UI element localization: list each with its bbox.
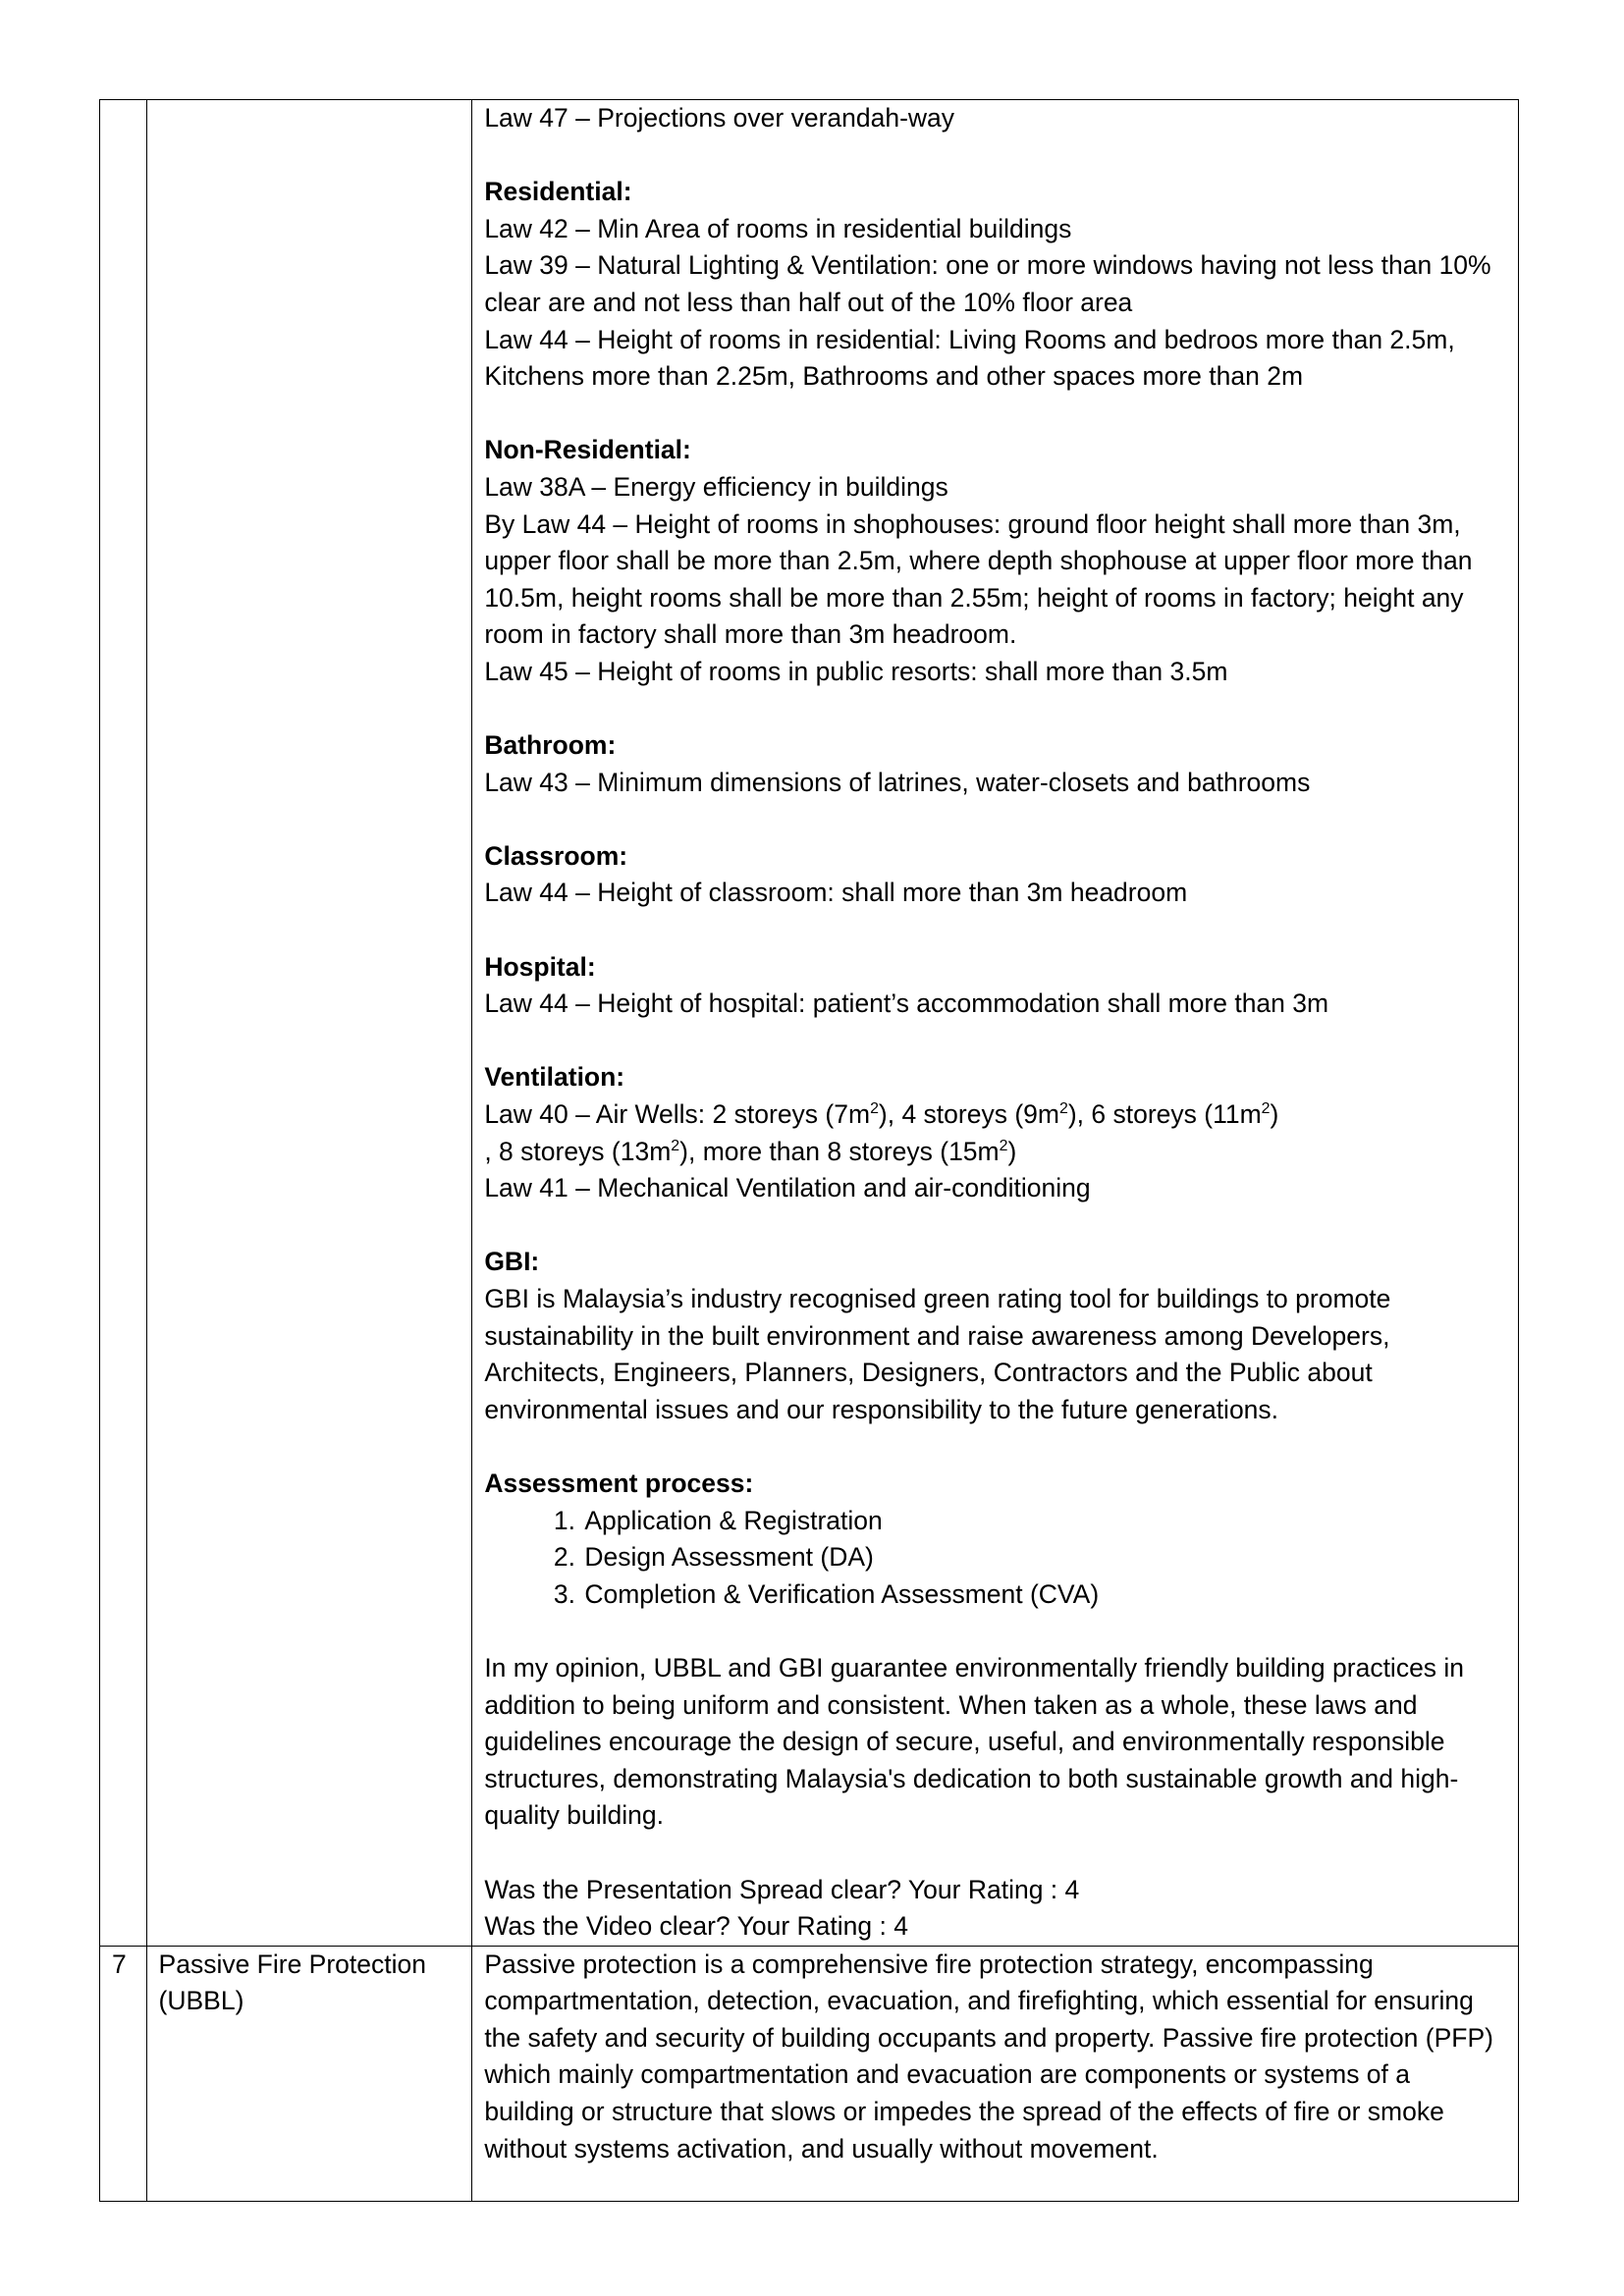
list-item: 2. Design Assessment (DA) xyxy=(582,1539,1506,1576)
bathroom-heading: Bathroom: xyxy=(484,730,617,761)
assessment-steps-list xyxy=(484,1503,1506,1614)
presentation-rating: Was the Presentation Spread clear? Your Rating : 4 xyxy=(484,1874,1080,1904)
row-number-cell: 7 xyxy=(100,1946,147,2201)
ventilation-heading: Ventilation: xyxy=(484,1062,625,1093)
non-residential-law-45: Law 45 – Height of rooms in public resorts: shall more than 3.5m xyxy=(484,656,1228,686)
law-summary-table xyxy=(99,99,1519,2202)
table-row-continued xyxy=(100,100,1519,1947)
ventilation-law-41: Law 41 – Mechanical Ventilation and air-conditioning xyxy=(484,1173,1091,1203)
list-item: 3. Completion & Verification Assessment (CVA) xyxy=(582,1576,1506,1614)
description-cell xyxy=(472,100,1519,1947)
gbi-heading: GBI: xyxy=(484,1247,540,1277)
residential-law-42: Law 42 – Min Area of rooms in residential buildings xyxy=(484,213,1072,243)
topic-cell: Passive Fire Protection (UBBL) xyxy=(146,1946,472,2201)
hospital-heading: Hospital: xyxy=(484,951,596,982)
bathroom-law-43: Law 43 – Minimum dimensions of latrines, water-closets and bathrooms xyxy=(484,767,1311,797)
list-item: 1. Application & Registration xyxy=(582,1503,1506,1540)
row-number-cell xyxy=(100,100,147,1947)
gbi-description: GBI is Malaysia’s industry recognised green rating tool for buildings to promote sustainability in the built environment and raise awareness among Developers, Architects, Engineers, Planners, Designers, Contractors and the Public about environmental issues and our responsibility to the future generations. xyxy=(484,1284,1391,1424)
non-residential-heading: Non-Residential: xyxy=(484,435,691,465)
topic-cell xyxy=(146,100,472,1947)
assessment-heading: Assessment process: xyxy=(484,1468,754,1498)
description-cell: Passive protection is a comprehensive fire protection strategy, encompassing compartmentation, detection, evacuation, and firefighting, which essential for ensuring the safety and security of building occupants and property. Passive fire protection (PFP) which mainly compartmentation and evacuation are components or systems of a building or structure that slows or impedes the spread of the effects of fire or smoke without systems activation, and usually without movement. xyxy=(472,1946,1519,2201)
video-rating: Was the Video clear? Your Rating : 4 xyxy=(484,1911,908,1942)
hospital-law-44: Law 44 – Height of hospital: patient’s accommodation shall more than 3m xyxy=(484,988,1329,1019)
table-row-7 xyxy=(100,1946,1519,2201)
ventilation-law-40: Law 40 – Air Wells: 2 storeys $(7m^2)$, 4 storeys $(9m^2)$, 6 storeys $(11m^2)$ , 8 storeys $(13m^2)$, more than 8 storeys $(15m^2)$ xyxy=(484,1099,1279,1166)
residential-law-44: Law 44 – Height of rooms in residential: Living Rooms and bedroos more than 2.5m, Kitchens more than 2.25m, Bathrooms and other spaces more than 2m xyxy=(484,324,1455,392)
opinion-paragraph: In my opinion, UBBL and GBI guarantee environmentally friendly building practices in addition to being uniform and consistent. When taken as a whole, these laws and guidelines encourage the design of secure, useful, and environmentally responsible structures, demonstrating Malaysia's dedication to both sustainable growth and high-quality building. xyxy=(484,1652,1465,1831)
residential-law-39: Law 39 – Natural Lighting & Ventilation: one or more windows having not less than 10% clear are and not less than half out of the 10% floor area xyxy=(484,250,1491,317)
non-residential-law-44: By Law 44 – Height of rooms in shophouses: ground floor height shall more than 3m, upper floor shall be more than 2.5m, where depth shophouse at upper floor more than 10.5m, height rooms shall be more than 2.55m; height of rooms in factory; height any room in factory shall more than 3m headroom. xyxy=(484,508,1473,650)
law-47-line: Law 47 – Projections over verandah-way xyxy=(484,103,955,133)
classroom-heading: Classroom: xyxy=(484,840,628,871)
non-residential-law-38a: Law 38A – Energy efficiency in buildings xyxy=(484,471,948,502)
residential-heading: Residential: xyxy=(484,177,632,207)
classroom-law-44: Law 44 – Height of classroom: shall more than 3m headroom xyxy=(484,878,1188,908)
